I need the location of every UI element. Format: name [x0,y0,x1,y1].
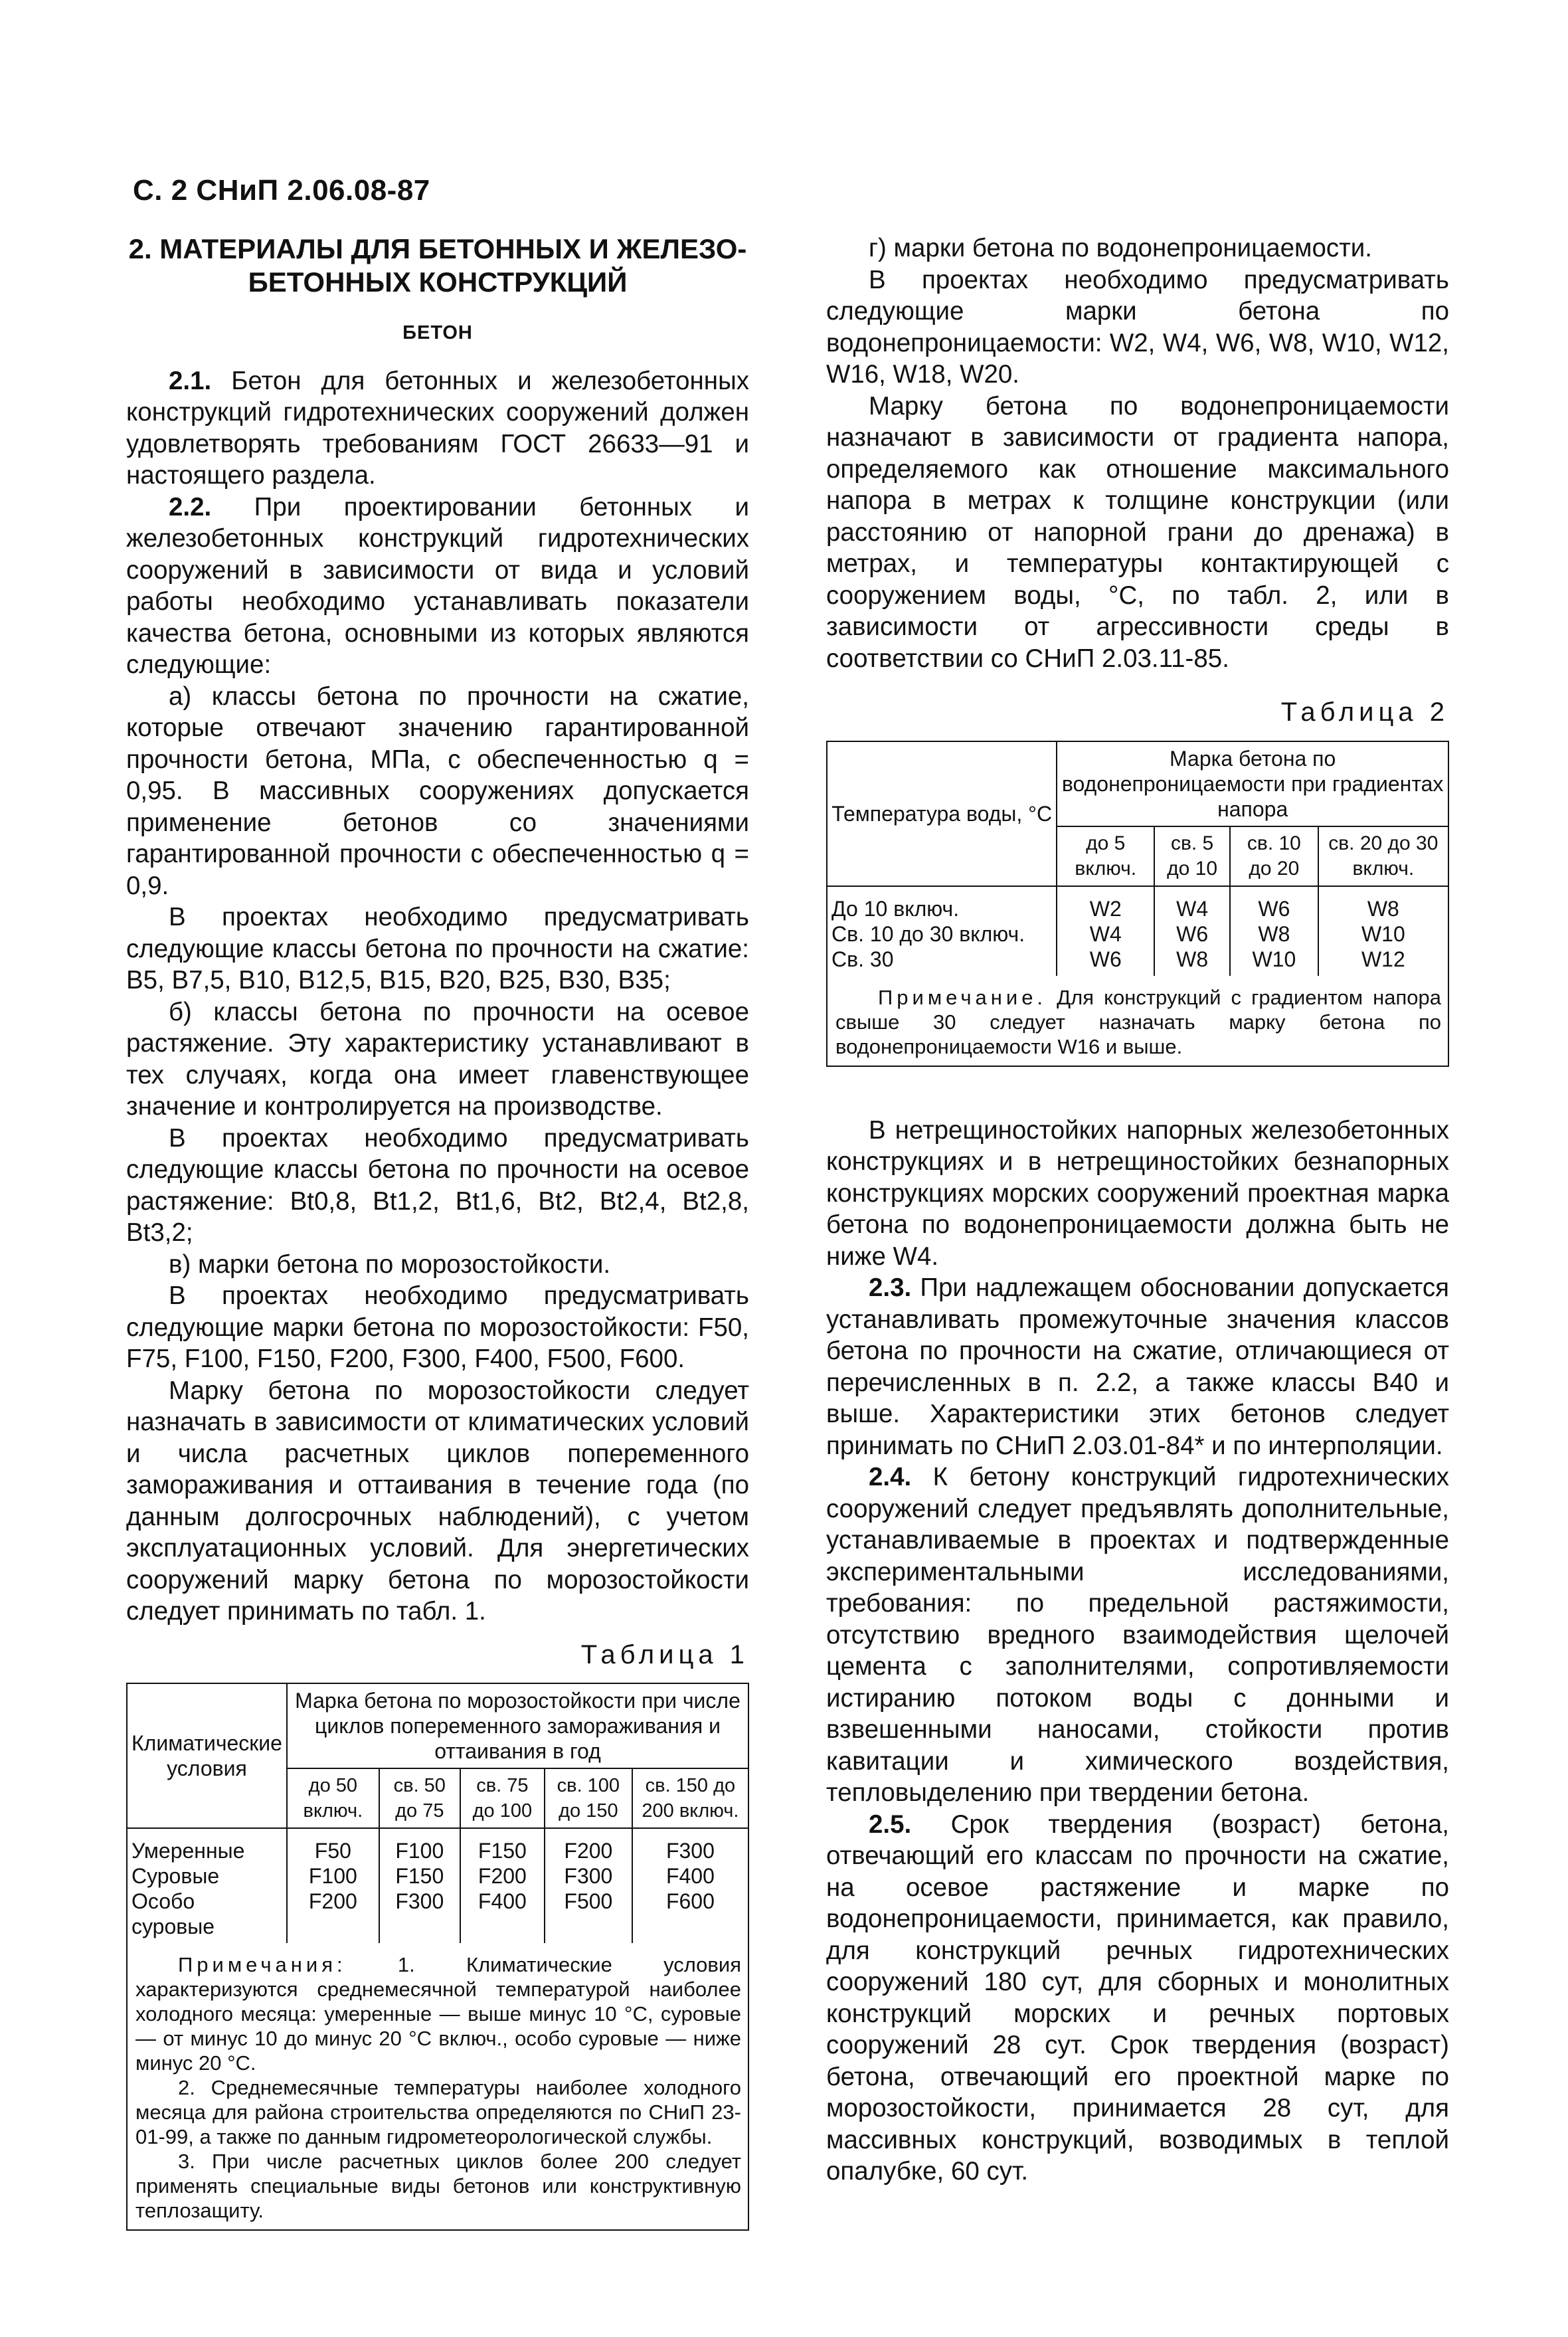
table1-col-header: св. 150 до 200 включ. [632,1768,748,1828]
table2-col-temperature: Температура воды, °С [827,741,1057,886]
table-cell: W10 [1361,921,1405,946]
table-cell: F600 [665,1889,715,1913]
table1-col-header: св. 75 до 100 [460,1768,545,1828]
table-cell: F150 [395,1864,444,1888]
paragraph-2-1 [126,365,749,492]
item-b-classes: В проектах необходимо предусматривать следующие классы бетона по прочности на осевое растяжение: Bt0,8, Bt1,2, Bt1,6, Bt2, Bt2,4, Bt2,8, Bt3,2; [126,1123,749,1247]
paragraph-text: Бетон для бетонных и железобетонных конструкций гидротехнических сооружений должен удовлетворять требованиям ГОСТ 26633—91 и настоящего раздела. [126,366,749,490]
clause-number: 2.4. [869,1463,912,1491]
table-cell: F300 [564,1864,613,1888]
note-heading: Примечание. [878,985,1047,1009]
table1-caption: Таблица 1 [580,1639,749,1669]
table-cell: F300 [395,1889,444,1913]
table1-group-header: Марка бетона по морозостойкости при числе циклов попеременного замораживания и оттаивания в год [287,1683,748,1768]
row-label: Особо суровые [131,1889,215,1938]
row-label: Умеренные [131,1839,245,1863]
table2-values-col [1057,886,1154,976]
row-label: Суровые [131,1864,220,1888]
page-header: С. 2 СНиП 2.06.08-87 [133,174,430,207]
table-cell: F50 [314,1839,351,1863]
table-cell: W2 [1089,896,1122,921]
table2-col-header: до 5 включ. [1057,826,1154,886]
item-b: б) классы бетона по прочности на осевое растяжение. Эту характеристику устанавливают в тех случаях, когда она имеет главенствующее значение и контролируется на производстве. [126,997,749,1121]
note-1: 1. Климатические условия характеризуются среднемесячной температурой наиболее холодного месяца: умеренные — выше минус 10 °С, суровые — от минус 10 до минус 20 °С включ., особо суровые — ниже минус 20 °С. [135,1953,741,2075]
table2-note [826,976,1449,1067]
item-a: а) классы бетона по прочности на сжатие, которые отвечают значению гарантированной прочности бетона, МПа, с обеспеченностью q = 0,95. В массивных сооружениях допускается применение бетонов со значениями гарантированной прочности с обеспеченностью q = 0,9. [126,682,749,900]
table1-values-col [460,1828,545,1943]
table1-values-col [632,1828,748,1943]
table-cell: F300 [665,1839,715,1863]
table2-row-labels [827,886,1057,976]
table-2 [826,741,1449,976]
paragraph-text: Срок твердения (возраст) бетона, отвечающий его классам по прочности на сжатие, на осевое растяжение и марке по водонепроницаемости, принимается, как правило, для конструкций речных гидротехнических сооружений 180 сут, для сборных и монолитных конструкций морских и речных портовых сооружений 28 сут. Срок твердения (возраст) бетона, отвечающий его проектной марке по морозостойкости, принимается 28 сут, для массивных конструкций, возводимых в теплой опалубке, 60 сут. [826,1810,1449,2186]
item-v-marks: В проектах необходимо предусматривать следующие марки бетона по морозостойкости: F50, F75, F100, F150, F200, F300, F400, F500, F600. [126,1281,749,1373]
table2-col-header: св. 5 до 10 [1154,826,1230,886]
table-cell: F200 [308,1889,357,1913]
table2-values-col [1230,886,1318,976]
table-cell: W8 [1176,947,1209,971]
table2-col-header: св. 20 до 30 включ. [1318,826,1448,886]
table-cell: W12 [1361,947,1405,971]
table-cell: W6 [1089,947,1122,971]
table-row [127,1828,748,1943]
table1-notes [126,1943,749,2231]
row-label: Св. 30 [831,947,894,971]
table-cell: W6 [1258,896,1290,921]
item-g: г) марки бетона по водонепроницаемости. [869,234,1373,262]
left-column [126,233,749,2231]
table2-col-header: св. 10 до 20 [1230,826,1318,886]
row-label: Св. 10 до 30 включ. [831,921,1025,946]
table-cell: W4 [1089,921,1122,946]
table1-col-climate: Климатические условия [127,1683,287,1828]
table-cell: F100 [308,1864,357,1888]
item-v-text: Марку бетона по морозостойкости следует назначать в зависимости от климатических условий и числа расчетных циклов попеременного замораживания и оттаивания в течение года (по данным долгосрочных наблюдений), с учетом эксплуатационных условий. Для энергетических сооружений марку бетона по морозостойкости следует принимать по табл. 1. [126,1376,749,1626]
paragraph-text: При проектировании бетонных и железобетонных конструкций гидротехнических сооружений в зависимости от вида и условий работы необходимо устанавливать показатели качества бетона, основными из которых являются следующие: [126,492,749,679]
paragraph-w4: В нетрещиностойких напорных железобетонных конструкциях и в нетрещиностойких безнапорных конструкциях морских сооружений проектная марка бетона по водонепроницаемости должна быть не ниже W4. [826,1115,1449,1271]
note-2: 2. Среднемесячные температуры наиболее холодного месяца для района строительства определяются по СНиП 23-01-99, а также по данным гидрометеорологической службы. [135,2076,741,2148]
table1-col-header: до 50 включ. [287,1768,379,1828]
item-a-classes: В проектах необходимо предусматривать следующие классы бетона по прочности на сжатие: B5, B7,5, B10, B12,5, B15, B20, B25, B30, B35; [126,903,749,994]
table2-values-col [1154,886,1230,976]
table2-group-header: Марка бетона по водонепроницаемости при градиентах напора [1057,741,1448,826]
row-label: До 10 включ. [831,896,960,921]
table2-values-col [1318,886,1448,976]
paragraph-2-5 [826,1809,1449,2188]
table-cell: F400 [665,1864,715,1888]
table1-row-labels [127,1828,287,1943]
table1-values-col [287,1828,379,1943]
paragraph-2-4 [826,1461,1449,1809]
table-1 [126,1683,749,1943]
clause-number: 2.2. [169,492,212,521]
table-cell: W10 [1252,947,1296,971]
table-cell: F500 [564,1889,613,1913]
subsection-title: БЕТОН [402,322,473,343]
table-cell: W6 [1176,921,1209,946]
table1-values-col [379,1828,460,1943]
paragraph-2-3 [826,1272,1449,1461]
note-text: Для конструкций с градиентом напора свыше 30 следует назначать марку бетона по водонепроницаемости W16 и выше. [835,985,1441,1058]
table2-caption: Таблица 2 [1280,698,1449,727]
section-title: 2. МАТЕРИАЛЫ ДЛЯ БЕТОННЫХ И ЖЕЛЕЗО-БЕТОННЫХ КОНСТРУКЦИЙ [128,233,747,298]
table-cell: F100 [395,1839,444,1863]
table-cell: F400 [478,1889,527,1913]
right-column [826,233,1449,2188]
paragraph-text: К бетону конструкций гидротехнических сооружений следует предъявлять дополнительные, устанавливаемые в проектах и подтвержденные экспериментальными исследованиями, требования: по предельной растяжимости, отсутствию вредного взаимодействия щелочей цемента с заполнителями, сопротивляемости истиранию потоком воды с донными и взвешенными наносами, стойкости против кавитации и химического воздействия, тепловыделению при твердении бетона. [826,1463,1449,1807]
item-g-text: Марку бетона по водонепроницаемости назначают в зависимости от градиента напора, определяемого как отношение максимального напора в метрах к толщине конструкции (или расстоянию от напорной грани до дренажа) в метрах, и температуры контактирующей с сооружением воды, °С, по табл. 2, или в зависимости от агрессивности среды в соответствии со СНиП 2.03.11-85. [826,391,1449,673]
clause-number: 2.3. [869,1273,912,1302]
table-cell: F200 [478,1864,527,1888]
notes-heading: Примечания: [178,1953,347,1976]
table-row [827,886,1448,976]
table1-col-header: св. 100 до 150 [545,1768,632,1828]
table1-values-col [545,1828,632,1943]
table-cell: F200 [564,1839,613,1863]
paragraph-text: При надлежащем обосновании допускается устанавливать промежуточные значения классов бетона по прочности на сжатие, отличающиеся от перечисленных в п. 2.2, а также классы B40 и выше. Характеристики этих бетонов следует принимать по СНиП 2.03.01-84* и по интерполяции. [826,1273,1449,1460]
item-v: в) марки бетона по морозостойкости. [169,1250,611,1279]
clause-number: 2.5. [869,1810,912,1839]
table1-col-header: св. 50 до 75 [379,1768,460,1828]
table-cell: W8 [1367,896,1399,921]
table-cell: W8 [1258,921,1290,946]
table-cell: W4 [1176,896,1209,921]
paragraph-2-2 [126,492,749,681]
clause-number: 2.1. [169,366,212,395]
note-3: 3. При числе расчетных циклов более 200 следует применять специальные виды бетонов или конструктивную теплозащиту. [135,2150,741,2222]
item-g-marks: В проектах необходимо предусматривать следующие марки бетона по водонепроницаемости: W2, W4, W6, W8, W10, W12, W16, W18, W20. [826,265,1449,389]
table-cell: F150 [478,1839,527,1863]
